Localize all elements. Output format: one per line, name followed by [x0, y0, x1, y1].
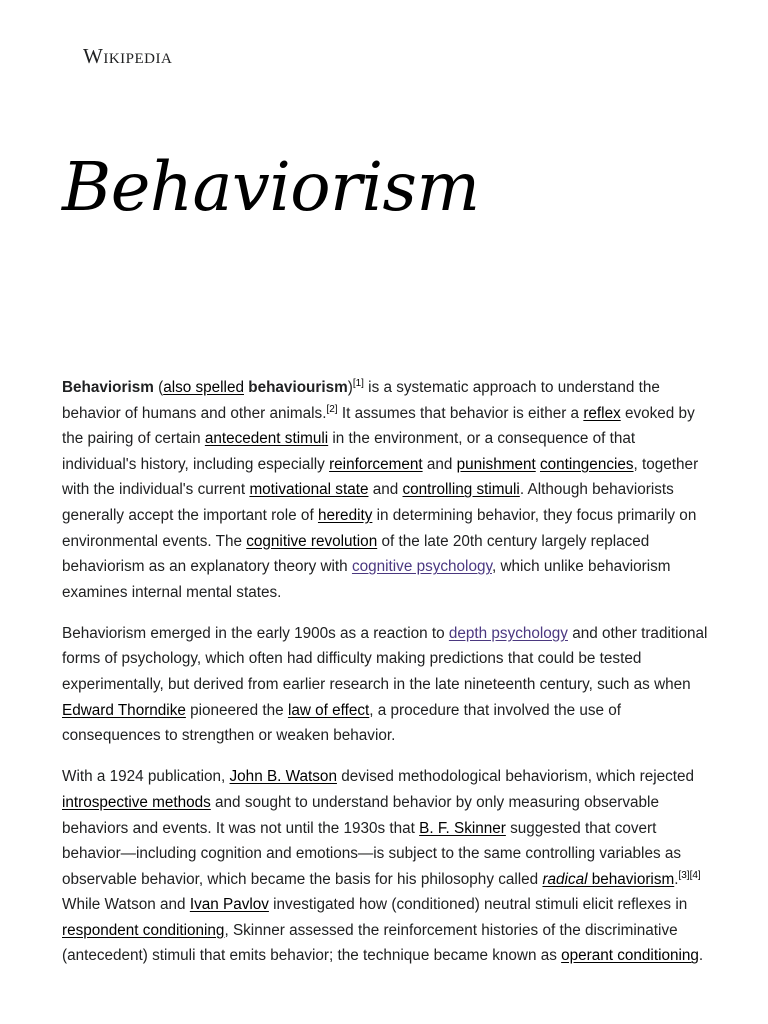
link-cognitive-psychology[interactable]: cognitive psychology: [351, 558, 492, 576]
link-respondent-conditioning[interactable]: respondent conditioning: [62, 921, 225, 939]
text-span: behaviorism: [587, 870, 675, 888]
text-span: , Skinner assessed the reinforcement histories of the discriminative (antecedent) stimuli that emits behavior; the technique became known as: [62, 921, 678, 965]
text-span: and sought to understand behavior by only measuring observable behaviors and events. It was not until the 1930s that: [62, 793, 659, 837]
link-radical-behaviorism[interactable]: [542, 871, 674, 888]
italic-term: radical: [542, 870, 588, 888]
text-span: devised methodological behaviorism, which rejected: [336, 768, 695, 786]
article-body: [62, 375, 712, 985]
link-ivan-pavlov[interactable]: Ivan Pavlov: [189, 896, 269, 914]
text-span: Behaviorism emerged in the early 1900s as a reaction to: [62, 624, 449, 642]
link-motivational-state[interactable]: motivational state: [249, 481, 369, 499]
text-span: is a systematic approach to understand the behavior of humans and other animals.: [62, 379, 660, 422]
link-john-b-watson[interactable]: John B. Watson: [229, 768, 337, 786]
paragraph-2: [62, 621, 712, 749]
link-heredity[interactable]: heredity: [317, 506, 373, 524]
text-span: (: [153, 379, 164, 396]
wikipedia-wordmark[interactable]: Wikipedia: [83, 44, 173, 68]
text-span: With a 1924 publication,: [62, 768, 230, 786]
text-span: evoked by the pairing of certain: [62, 404, 695, 448]
bold-term: behaviourism: [248, 379, 348, 396]
link-depth-psychology[interactable]: depth psychology: [448, 624, 568, 642]
link-contingencies[interactable]: contingencies: [539, 455, 634, 473]
citation-1[interactable]: [1]: [352, 377, 364, 389]
link-punishment[interactable]: punishment: [456, 455, 536, 473]
text-span: , together with the individual's current: [62, 455, 699, 499]
text-span: investigated how (conditioned) neutral stimuli elicit reflexes in: [268, 896, 688, 914]
link-bf-skinner[interactable]: B. F. Skinner: [419, 819, 506, 837]
link-reflex[interactable]: reflex: [583, 404, 621, 422]
link-edward-thorndike[interactable]: Edward Thorndike: [62, 701, 186, 719]
text-span: and: [422, 455, 457, 473]
link-operant-conditioning[interactable]: operant conditioning: [561, 947, 699, 965]
text-span: . Although behaviorists generally accept the important role of: [62, 481, 674, 524]
citation-3[interactable]: [3]: [678, 869, 690, 881]
text-span: suggested that covert behavior—including cognition and emotions—is subject to the same controlling variables as observable behavior, which became the basis for his philosophy called: [62, 819, 682, 888]
text-span: in the environment, or a consequence of that individual's history, including especially: [62, 430, 636, 473]
paragraph-1: [62, 375, 712, 605]
text-span: and: [368, 481, 403, 499]
link-also-spelled[interactable]: also spelled: [163, 379, 244, 396]
text-span: and other traditional forms of psychology, which often had difficulty making predictions that could be tested experimentally, but derived from earlier research in the late nineteenth century, such as when: [62, 624, 708, 694]
text-span: , which unlike behaviorism examines internal mental states.: [62, 558, 671, 601]
text-span: ): [347, 379, 353, 396]
text-span: While Watson and: [62, 896, 190, 914]
text-span: in determining behavior, they focus primarily on environmental events. The: [62, 506, 697, 550]
citation-4[interactable]: [4]: [689, 869, 701, 881]
text-span: It assumes that behavior is either a: [337, 404, 584, 422]
text-span: of the late 20th century largely replaced behaviorism as an explanatory theory with: [62, 532, 650, 576]
citation-2[interactable]: [2]: [326, 403, 338, 415]
page-title: Behaviorism: [62, 148, 480, 226]
link-antecedent-stimuli[interactable]: antecedent stimuli: [204, 430, 329, 448]
link-introspective-methods[interactable]: introspective methods: [62, 793, 211, 811]
text-span: .: [698, 947, 704, 965]
text-span: , a procedure that involved the use of consequences to strengthen or weaken behavior.: [62, 701, 622, 745]
link-law-of-effect[interactable]: law of effect: [287, 701, 370, 719]
paragraph-3: [62, 764, 712, 969]
text-span: .: [674, 870, 679, 888]
link-controlling-stimuli[interactable]: controlling stimuli: [402, 481, 520, 499]
link-cognitive-revolution[interactable]: cognitive revolution: [246, 532, 378, 550]
bold-term: Behaviorism: [62, 379, 154, 396]
text-span: pioneered the: [185, 701, 288, 719]
link-reinforcement[interactable]: reinforcement: [329, 455, 423, 473]
